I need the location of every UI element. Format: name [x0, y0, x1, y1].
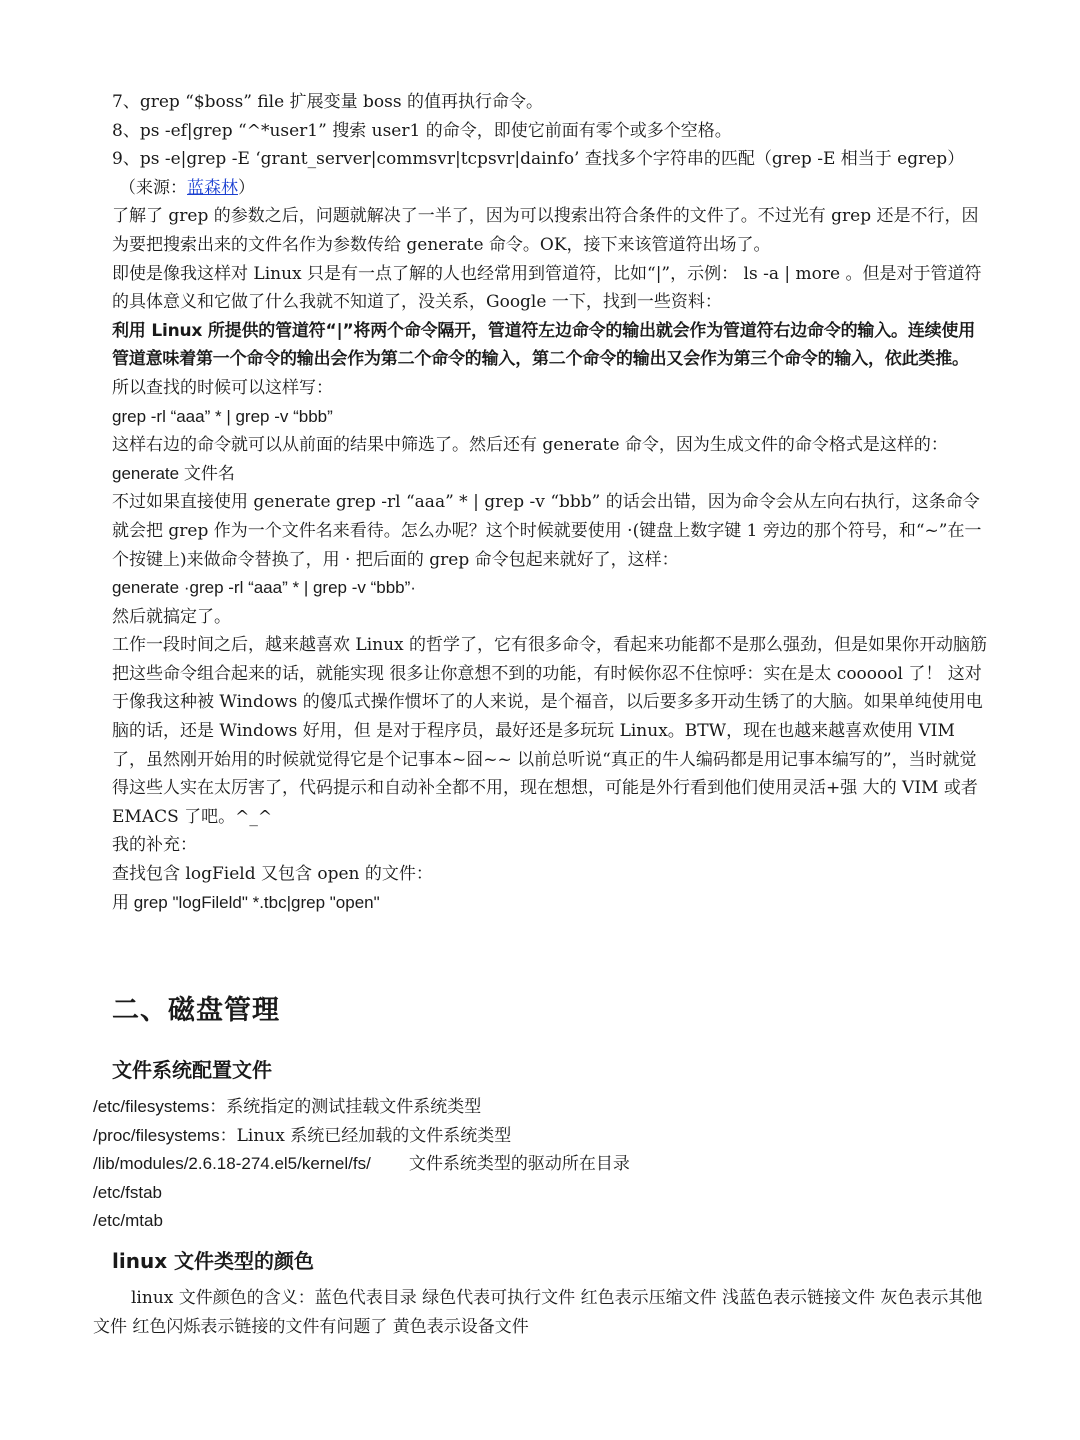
path-row [93, 1122, 793, 1151]
heading-fs-config-files: 文件系统配置文件 [112, 1058, 272, 1082]
path-gap [371, 1150, 409, 1179]
paragraph-grep-params: 了解了 grep 的参数之后，问题就解决了一半了，因为可以搜索出符合条件的文件了。不过光有 grep 还是不行，因为要把搜索出来的文件名作为参数传给 generate 命令。OK，接下来该管道符出场了。 [112, 206, 979, 255]
paragraph-done: 然后就搞定了。 [112, 606, 231, 627]
path-description: Linux 系统已经加载的文件系统类型 [236, 1125, 512, 1146]
paragraph-command-substitution: 不过如果直接使用 generate grep -rl “aaa” * | grep -v “bbb” 的话会出错，因为命令会从左向右执行，这条命令就会把 grep 作为一个文件名来看待。怎么办呢？这个时候就要使用 ·(键盘上数字键 1 旁边的那个符号，和“~”在一个按键上)来做命令替换了，用 · 把后面的 grep 命令包起来就好了，这样： [112, 492, 982, 570]
path-row [93, 1207, 793, 1236]
source-link[interactable]: 蓝森林 [187, 177, 238, 198]
code-generate-substitution: generate ·grep -rl “aaa” * | grep -v “bbb”· [112, 578, 416, 598]
code-generate-format: generate 文件名 [112, 463, 235, 483]
paragraph-search-example-intro: 所以查找的时候可以这样写： [112, 377, 333, 398]
body-text [112, 88, 988, 917]
path-description: 文件系统类型的驱动所在目录 [408, 1154, 630, 1175]
path-row [93, 1179, 793, 1208]
path-name: /etc/filesystems： [93, 1097, 227, 1116]
heading-disk-management: 二、磁盘管理 [112, 995, 280, 1026]
path-name: /lib/modules/2.6.18-274.el5/kernel/fs/ [93, 1154, 371, 1174]
path-list [93, 1093, 793, 1236]
source-line [112, 174, 988, 203]
paragraph-pipe-intro: 即使是像我这样对 Linux 只是有一点了解的人也经常用到管道符，比如“|”，示例： ls -a | more 。但是对于管道符的具体意义和它做了什么我就不知道了，没关系，Google 一下，找到一些资料： [112, 263, 982, 313]
path-description: 系统指定的测试挂载文件系统类型 [226, 1097, 482, 1117]
list-item-9: 9、ps -e|grep -E ‘grant_server|commsvr|tcpsvr|dainfo’ 查找多个字符串的匹配（grep -E 相当于 egrep） [112, 149, 965, 170]
path-row [93, 1150, 793, 1179]
path-row [93, 1093, 793, 1122]
path-name: /etc/fstab [93, 1182, 162, 1202]
source-suffix: ） [238, 177, 255, 198]
paragraph-file-colors: linux 文件颜色的含义：蓝色代表目录 绿色代表可执行文件 红色表示压缩文件 浅蓝色表示链接文件 灰色表示其他文件 红色闪烁表示链接的文件有问题了 黄色表示设备文件 [93, 1288, 983, 1337]
source-prefix: （来源： [119, 177, 187, 198]
heading-file-type-colors: linux 文件类型的颜色 [112, 1249, 315, 1273]
paragraph-my-addition: 我的补充： [112, 835, 197, 856]
list-item-8: 8、ps -ef|grep “^*user1” 搜索 user1 的命令，即使它前面有零个或多个空格。 [112, 120, 732, 141]
code-logfield-grep: 用 grep "logFileld" *.tbc|grep "open" [112, 892, 380, 912]
path-name: /proc/filesystems： [93, 1125, 237, 1145]
path-name: /etc/mtab [93, 1211, 163, 1231]
paragraph-find-logfield: 查找包含 logField 又包含 open 的文件： [112, 864, 433, 885]
paragraph-linux-philosophy: 工作一段时间之后，越来越喜欢 Linux 的哲学了，它有很多命令，看起来功能都不是那么强劲，但是如果你开动脑筋把这些命令组合起来的话，就能实现 很多让你意想不到的功能，有时候你忍不住惊呼：实在是太 coooool 了！ 这对于像我这种被 Windows 的傻瓜式操作惯坏了的人来说，是个福音，以后要多多开动生锈了的大脑。如果单纯使用电脑的话，还是 Windows 好用，但 是对于程序员，最好还是多玩玩 Linux。BTW，现在也越来越喜欢使用 VIM 了，虽然刚开始用的时候就觉得它是个记事本~囧~~ 以前总听说“真正的牛人编码都是用记事本编写的”，当时就觉得这些人实在太厉害了，代码提示和自动补全都不用，现在想想，可能是外行看到他们使用灵活+强 大的 VIM 或者 EMACS 了吧。^_^ [112, 635, 988, 827]
paragraph-pipe-definition: 利用 Linux 所提供的管道符“|”将两个命令隔开，管道符左边命令的输出就会作为管道符右边命令的输入。连续使用管道意味着第一个命令的输出会作为第二个命令的输入，第二个命令的输出又会作为第三个命令的输入，依此类推。 [112, 320, 976, 370]
code-grep-pipe: grep -rl “aaa” * | grep -v “bbb” [112, 406, 333, 426]
list-item-7: 7、grep “$boss” file 扩展变量 boss 的值再执行命令。 [112, 92, 543, 112]
paragraph-generate-intro: 这样右边的命令就可以从前面的结果中筛选了。然后还有 generate 命令，因为生成文件的命令格式是这样的： [112, 435, 948, 456]
